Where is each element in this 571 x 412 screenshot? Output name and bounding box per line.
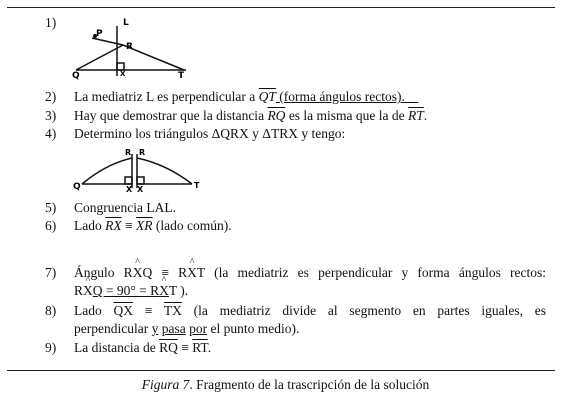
fig2-label-t: T bbox=[194, 181, 200, 190]
item-6-text: Lado $\overline{RX} \equiv \overline{XR}$ (lado común). bbox=[74, 218, 232, 233]
item-7-line-1: Ángulo R^ XQ ≡ R^ XT (la mediatriz es perpendicular y forma ángulos rectos: bbox=[74, 265, 546, 281]
sketch-figure-1 bbox=[70, 14, 195, 80]
figure-caption-text: . Fragmento de la trascripción de la solución bbox=[189, 377, 430, 392]
bottom-rule bbox=[7, 370, 555, 371]
fig2-label-q: Q bbox=[73, 182, 81, 192]
fig2-label-r-left: R bbox=[125, 148, 132, 157]
fig2-label-r-right: R bbox=[139, 148, 146, 157]
figure-caption-label: Figura 7 bbox=[141, 377, 190, 392]
item-7-line-2: R^ XQ = 90° = R^ XT ). bbox=[74, 283, 188, 299]
item-2-number: 2) bbox=[45, 89, 57, 104]
item-8-line-1: Lado $\overline{QX} \equiv \overline{TX}$ (la mediatriz divide al segmento en partes iguales, es bbox=[74, 303, 546, 318]
item-1-number: 1) bbox=[45, 15, 57, 30]
top-rule bbox=[7, 7, 555, 8]
item-9-number: 9) bbox=[45, 340, 57, 355]
item-5-text: Congruencia LAL. bbox=[74, 200, 176, 215]
item-8-number: 8) bbox=[45, 303, 57, 318]
item-4-number: 4) bbox=[45, 126, 57, 141]
fig1-label-l: L bbox=[123, 18, 129, 28]
fig1-label-q: Q bbox=[72, 71, 80, 80]
fig2-label-x-left: X bbox=[126, 185, 133, 194]
item-5-number: 5) bbox=[45, 200, 57, 215]
item-3-number: 3) bbox=[45, 108, 57, 123]
item-8-line-2: perpendicular y pasa por el punto medio). bbox=[74, 321, 300, 336]
item-2-text: La mediatriz L es perpendicular a $\overline{QT}$ (forma ángulos rectos). bbox=[74, 89, 405, 104]
item-4-text: Determino los triángulos ΔQRX y ΔTRX y tengo: bbox=[74, 126, 346, 141]
item-3-text: Hay que demostrar que la distancia $\overline{RQ}$ es la misma que la de $\overline{RT}$. bbox=[74, 108, 428, 123]
fig1-label-r: R bbox=[126, 42, 133, 52]
fig2-label-x-right: X bbox=[137, 185, 144, 194]
item-7-number: 7) bbox=[45, 265, 57, 280]
fig1-label-x: X bbox=[120, 70, 126, 78]
item-6-number: 6) bbox=[45, 218, 57, 233]
fig1-label-t: T bbox=[178, 71, 185, 80]
sketch-figure-2 bbox=[70, 146, 210, 194]
item-9-text: La distancia de $\overline{RQ} \equiv \overline{RT}$. bbox=[74, 340, 212, 355]
figure-caption bbox=[0, 377, 571, 393]
fig1-label-p: P bbox=[96, 29, 103, 39]
